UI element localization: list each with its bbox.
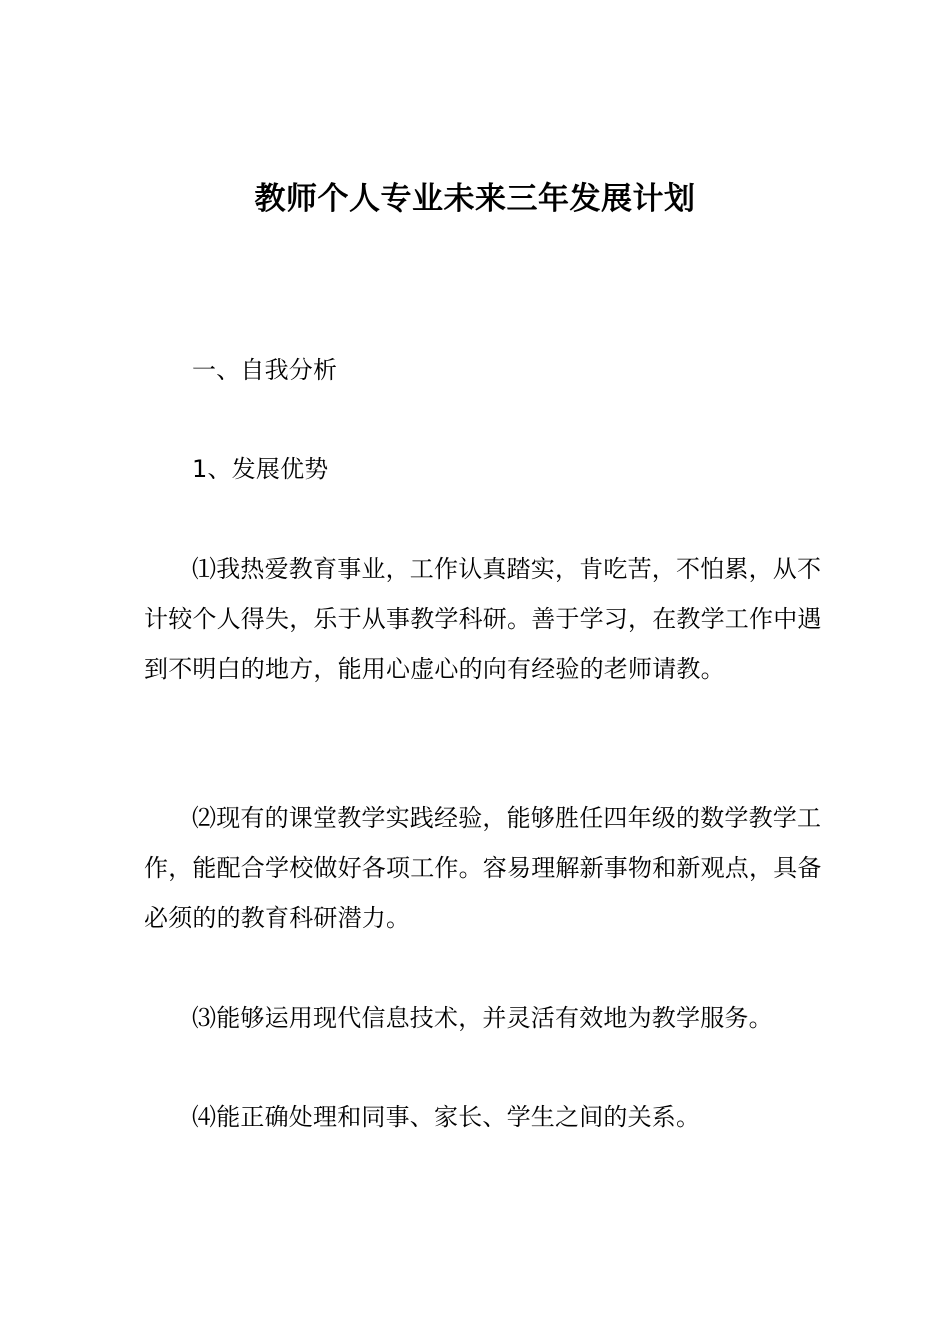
paragraph-4: ⑷能正确处理和同事、家长、学生之间的关系。 bbox=[192, 1103, 701, 1131]
subheading-development-advantages: 1、发展优势 bbox=[192, 455, 329, 483]
paragraph-2: ⑵现有的课堂教学实践经验，能够胜任四年级的数学教学工作，能配合学校做好各项工作。容易理解新事物和新观点，具备必须的的教育科研潜力。 bbox=[144, 804, 822, 932]
document-title: 教师个人专业未来三年发展计划 bbox=[254, 180, 696, 217]
paragraph-1: ⑴我热爱教育事业，工作认真踏实，肯吃苦，不怕累，从不计较个人得失，乐于从事教学科研。善于学习，在教学工作中遇到不明白的地方，能用心虚心的向有经验的老师请教。 bbox=[144, 555, 822, 683]
section-heading-self-analysis: 一、自我分析 bbox=[192, 356, 338, 384]
paragraph-3: ⑶能够运用现代信息技术，并灵活有效地为教学服务。 bbox=[192, 1004, 773, 1032]
